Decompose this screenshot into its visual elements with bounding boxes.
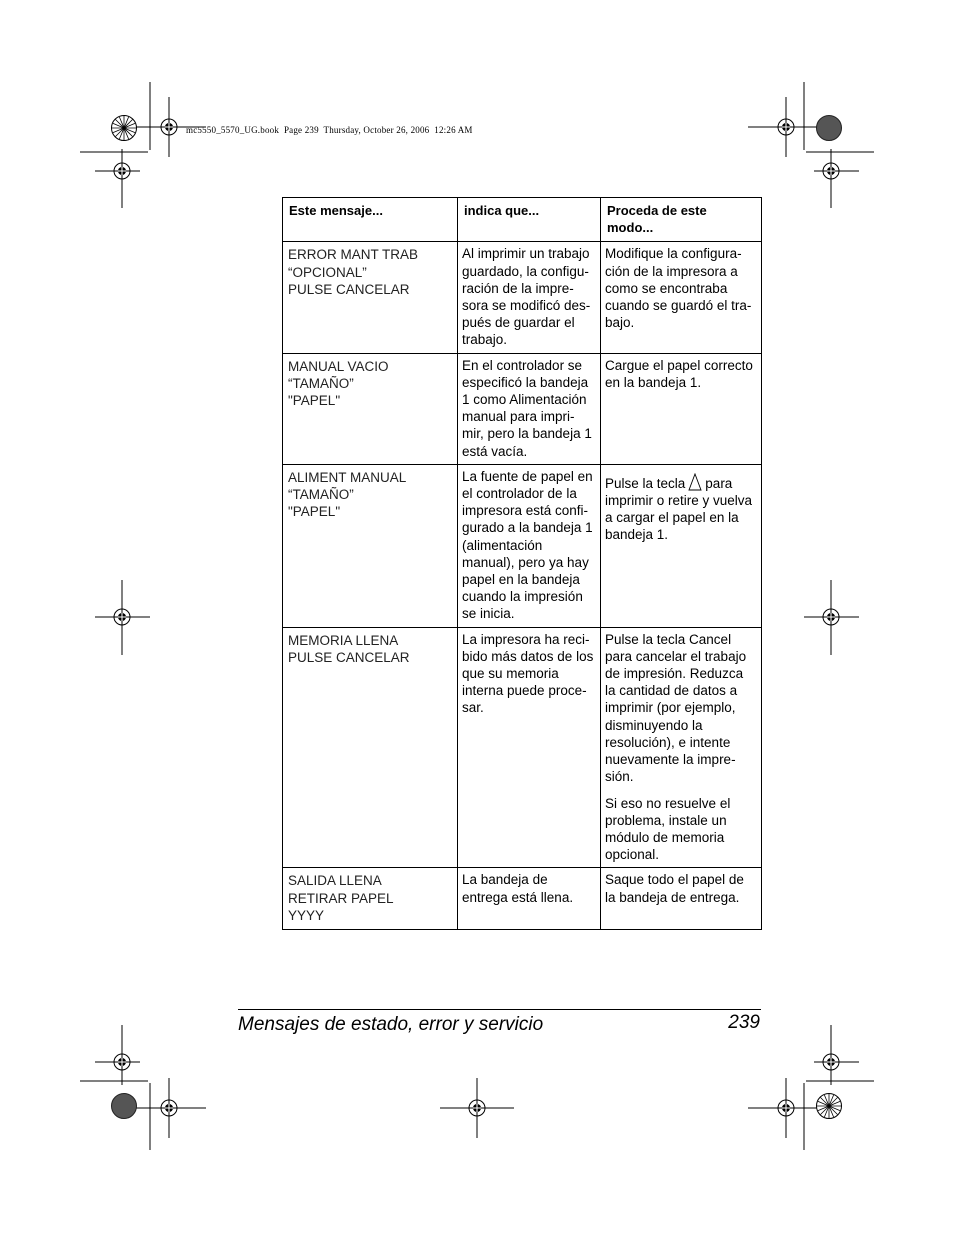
crop-lines-top-left (80, 82, 206, 208)
message-meaning: La impresora ha reci-bido más datos de los que su memoria interna puede proce-sar. (458, 627, 601, 868)
message-meaning: Al imprimir un trabajo guardado, la configu-ración de la impre-sora se modificó des-pués de guardar el trabajo. (458, 242, 601, 353)
starburst-registration-icon (817, 1094, 842, 1119)
action-paragraph: Cargue el papel correcto en la bandeja 1. (605, 357, 753, 390)
column-header: indica que... (458, 198, 601, 242)
column-header: Este mensaje... (283, 198, 458, 242)
table-row (283, 627, 762, 868)
up-triangle-key-icon (688, 473, 702, 491)
table-row (283, 353, 762, 464)
message-code: MEMORIA LLENA PULSE CANCELAR (283, 627, 458, 868)
message-action (601, 353, 762, 464)
action-paragraph: Pulse la tecla Cancel para cancelar el trabajo de impresión. Reduzca la cantidad de datos a imprimir (por ejemplo, disminuyendo la resolución), e intente nuevamente la impre-sión. (605, 631, 747, 785)
footer-rule (238, 1009, 761, 1010)
message-table (282, 197, 762, 930)
message-action (601, 242, 762, 353)
action-paragraph: Saque todo el papel de la bandeja de entrega. (605, 872, 744, 905)
action-paragraph: Si eso no resuelve el problema, instale un módulo de memoria opcional. (605, 795, 731, 863)
table-row (283, 242, 762, 353)
table-row (283, 464, 762, 627)
action-paragraph: Modifique la configura-ción de la impresora a como se encontraba cuando se guardó el tra-bajo. (605, 246, 752, 331)
crop-lines-bottom-right (748, 1025, 874, 1150)
crop-lines-top-right (748, 82, 874, 208)
print-dial-icon (817, 116, 842, 141)
table-header-row (283, 198, 762, 242)
footer-section-title: Mensajes de estado, error y servicio (238, 1014, 544, 1035)
message-code: SALIDA LLENA RETIRAR PAPEL YYYY (283, 868, 458, 930)
page-number: 239 (728, 1012, 760, 1033)
print-dial-icon (112, 1094, 137, 1119)
message-meaning: La fuente de papel en el controlador de la impresora está confi-gurado a la bandeja 1 (alimentación manual), pero ya hay papel en la bandeja cuando la impresión se inicia. (458, 464, 601, 627)
message-meaning: La bandeja de entrega está llena. (458, 868, 601, 930)
starburst-registration-icon (112, 116, 137, 141)
table-row (283, 868, 762, 930)
action-text-after-icon: para imprimir o retire y vuelva a cargar el papel en la bandeja 1. (605, 475, 753, 543)
crop-lines-bottom-left (80, 1025, 206, 1150)
message-action (601, 627, 762, 868)
action-text-before-icon: Pulse la tecla (605, 475, 686, 491)
message-action (601, 464, 762, 627)
message-action (601, 868, 762, 930)
book-file-header: mc5550_5570_UG.book Page 239 Thursday, October 26, 2006 12:26 AM (186, 125, 473, 135)
message-meaning: En el controlador se especificó la bandeja 1 como Alimentación manual para impri-mir, pero la bandeja 1 está vacía. (458, 353, 601, 464)
message-code: MANUAL VACIO “TAMAÑO” "PAPEL" (283, 353, 458, 464)
column-header: Proceda de este modo... (601, 198, 762, 242)
message-code: ERROR MANT TRAB “OPCIONAL” PULSE CANCELAR (283, 242, 458, 353)
message-code: ALIMENT MANUAL “TAMAÑO” "PAPEL" (283, 464, 458, 627)
